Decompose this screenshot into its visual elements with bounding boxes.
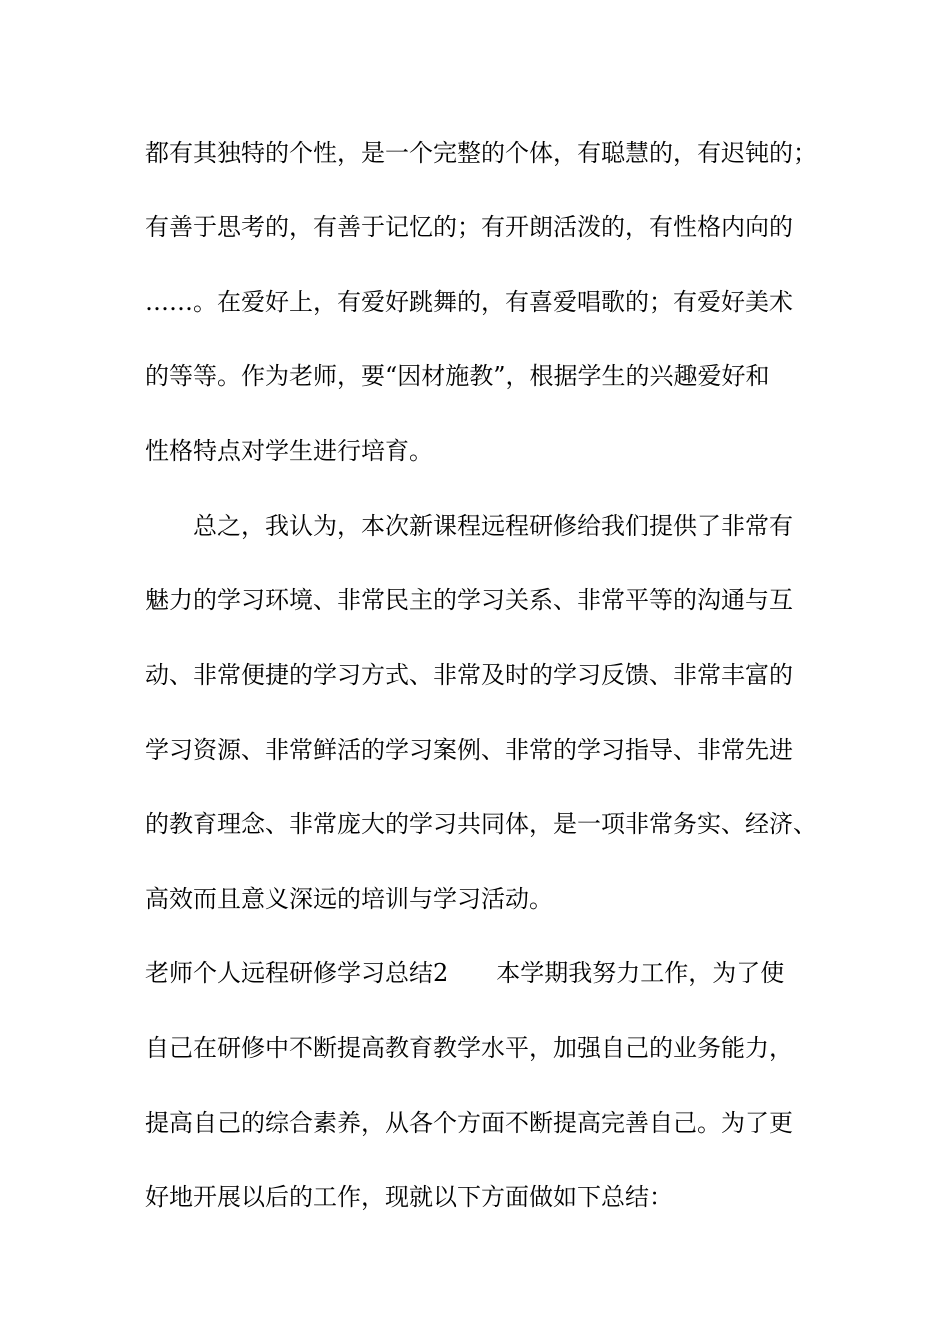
text-line-13: 自己在研修中不断提高教育教学水平，加强自己的业务能力，	[145, 1034, 793, 1062]
text-line-2: 有善于思考的，有善于记忆的；有开朗活泼的，有性格内向的	[145, 213, 793, 241]
text-line-8: 动、非常便捷的学习方式、非常及时的学习反馈、非常丰富的	[145, 661, 793, 689]
text-line-9: 学习资源、非常鲜活的学习案例、非常的学习指导、非常先进	[145, 736, 793, 764]
text-line-10: 的教育理念、非常庞大的学习共同体，是一项非常务实、经济、	[145, 810, 817, 838]
text-line-5: 性格特点对学生进行培育。	[145, 437, 433, 465]
text-line-14: 提高自己的综合素养，从各个方面不断提高完善自己。为了更	[145, 1109, 793, 1137]
text-line-11: 高效而且意义深远的培训与学习活动。	[145, 885, 553, 913]
text-line-3: ……。在爱好上，有爱好跳舞的，有喜爱唱歌的；有爱好美术	[145, 288, 793, 316]
text-line-4: 的等等。作为老师，要“因材施教”，根据学生的兴趣爱好和	[145, 362, 770, 390]
text-line-7: 魅力的学习环境、非常民主的学习关系、非常平等的沟通与互	[145, 586, 793, 614]
text-line-15: 好地开展以后的工作，现就以下方面做如下总结：	[145, 1183, 673, 1211]
text-line-12: 老师个人远程研修学习总结2 本学期我努力工作，为了使	[145, 959, 785, 987]
text-line-1: 都有其独特的个性，是一个完整的个体，有聪慧的，有迟钝的；	[145, 139, 817, 167]
text-line-6: 总之，我认为，本次新课程远程研修给我们提供了非常有	[145, 512, 793, 540]
